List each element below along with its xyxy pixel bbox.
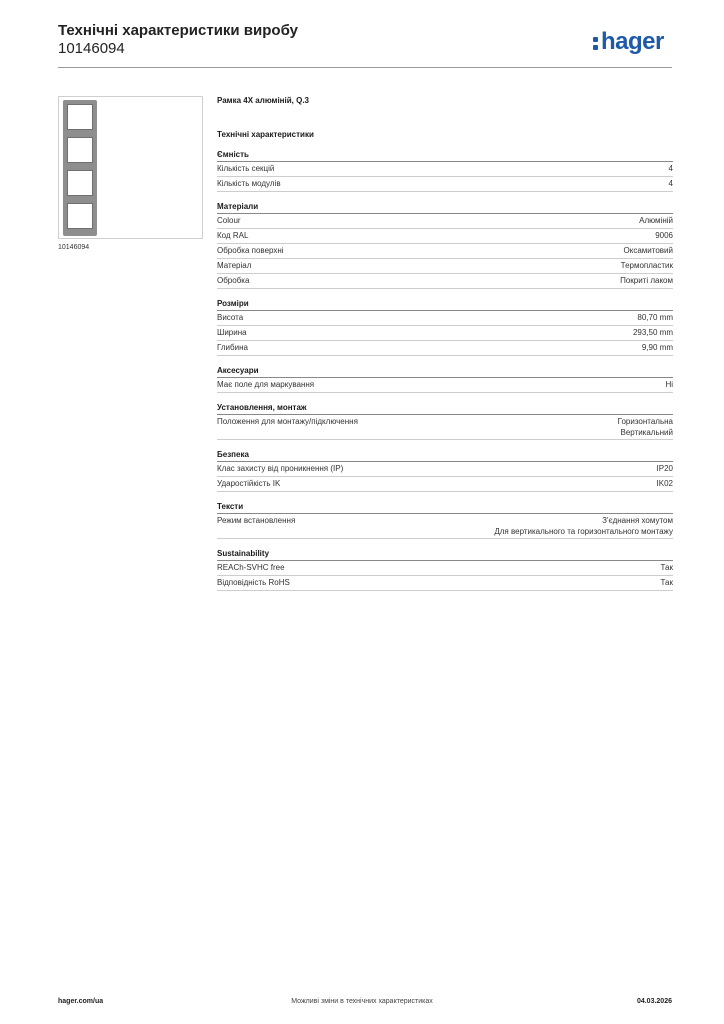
spec-value <box>624 245 673 257</box>
section-title: Установлення, монтаж <box>217 403 673 415</box>
spec-value-line: Алюміній <box>639 216 673 225</box>
spec-value-line: Ні <box>665 380 673 389</box>
spec-label: REACh-SVHC free <box>217 563 285 572</box>
product-name: Рамка 4X алюміній, Q.3 <box>217 96 309 105</box>
logo-dots-icon <box>593 36 598 50</box>
frame-opening <box>67 137 93 163</box>
spec-value-line: IK02 <box>656 479 673 488</box>
spec-value <box>494 515 673 537</box>
spec-row <box>217 177 673 192</box>
spec-value <box>665 379 673 391</box>
spec-row <box>217 214 673 229</box>
spec-label: Кількість секцій <box>217 164 275 173</box>
spec-value <box>661 577 673 589</box>
spec-value-line: Покриті лаком <box>620 276 673 285</box>
section-title: Sustainability <box>217 549 673 561</box>
spec-value <box>657 478 673 490</box>
spec-row <box>217 162 673 177</box>
spec-sections <box>217 150 673 591</box>
spec-section <box>217 502 673 539</box>
spec-value <box>669 178 673 190</box>
spec-section <box>217 403 673 440</box>
spec-value <box>642 342 673 354</box>
spec-value-line: З'єднання хомутом <box>602 516 673 525</box>
section-title: Розміри <box>217 299 673 311</box>
spec-value <box>655 230 673 242</box>
spec-value-line: Термопластик <box>620 261 673 270</box>
spec-row <box>217 259 673 274</box>
spec-value <box>661 562 673 574</box>
spec-label: Режим встановлення <box>217 516 296 525</box>
spec-label: Положення для монтажу/підключення <box>217 417 358 426</box>
logo-text: hager <box>601 28 664 55</box>
section-title: Тексти <box>217 502 673 514</box>
spec-label: Відповідність RoHS <box>217 578 290 587</box>
spec-content <box>217 96 673 601</box>
spec-row <box>217 561 673 576</box>
spec-heading: Технічні характеристики <box>217 130 314 139</box>
hager-logo <box>593 28 664 56</box>
spec-row <box>217 229 673 244</box>
spec-section <box>217 202 673 289</box>
spec-section <box>217 549 673 591</box>
spec-row <box>217 576 673 591</box>
footer-website[interactable]: hager.com/ua <box>58 998 104 1005</box>
spec-label: Обробка <box>217 276 250 285</box>
spec-value-line: 293,50 mm <box>632 328 673 337</box>
spec-label: Colour <box>217 216 241 225</box>
spec-value <box>639 215 673 227</box>
frame-opening <box>67 170 93 196</box>
spec-label: Код RAL <box>217 231 249 240</box>
spec-section <box>217 366 673 393</box>
spec-value-line: IP20 <box>656 464 673 473</box>
spec-value <box>633 327 673 339</box>
spec-label: Обробка поверхні <box>217 246 284 255</box>
spec-row <box>217 326 673 341</box>
section-title: Матеріали <box>217 202 673 214</box>
spec-value-line: 4 <box>668 179 673 188</box>
spec-value-line: 9006 <box>655 231 673 240</box>
spec-row <box>217 274 673 289</box>
spec-label: Висота <box>217 313 244 322</box>
spec-value-line: 4 <box>668 164 673 173</box>
spec-section <box>217 450 673 492</box>
spec-value <box>618 416 673 438</box>
spec-label: Ширина <box>217 328 247 337</box>
spec-label: Матеріал <box>217 261 252 270</box>
frame-opening <box>67 203 93 229</box>
spec-value-line: Оксамитовий <box>623 246 673 255</box>
spec-label: Кількість модулів <box>217 179 281 188</box>
spec-row <box>217 477 673 492</box>
spec-row <box>217 415 673 440</box>
spec-value-line: Горизонтальна <box>617 417 673 426</box>
footer-date: 04.03.2026 <box>636 998 672 1005</box>
spec-row <box>217 378 673 393</box>
spec-row <box>217 311 673 326</box>
frame-picture <box>63 100 97 236</box>
spec-label: Ударостійкість IK <box>217 479 281 488</box>
spec-row <box>217 514 673 539</box>
spec-row <box>217 462 673 477</box>
spec-value <box>637 312 673 324</box>
product-number: 10146094 <box>58 40 125 57</box>
spec-value-line: 80,70 mm <box>637 313 673 322</box>
spec-value-line: 9,90 mm <box>641 343 673 352</box>
spec-value-line: Вертикальний <box>620 428 673 437</box>
spec-label: Глибина <box>217 343 248 352</box>
product-image <box>58 96 203 239</box>
spec-section <box>217 299 673 356</box>
spec-value <box>621 260 673 272</box>
spec-value-line: Так <box>660 563 673 572</box>
spec-label: Має поле для маркування <box>217 380 315 389</box>
spec-section <box>217 150 673 192</box>
spec-value-line: Так <box>660 578 673 587</box>
page-title: Технічні характеристики виробу <box>58 22 298 39</box>
frame-opening <box>67 104 93 130</box>
section-title: Ємність <box>217 150 673 162</box>
section-title: Безпека <box>217 450 673 462</box>
spec-value <box>620 275 673 287</box>
footer-note: Можливі зміни в технічних характеристиках <box>291 998 433 1005</box>
spec-value <box>669 163 673 175</box>
header-divider <box>58 67 672 68</box>
spec-value-line: Для вертикального та горизонтального монтажу <box>494 527 673 536</box>
image-caption: 10146094 <box>58 244 90 251</box>
spec-row <box>217 244 673 259</box>
spec-label: Клас захисту від проникнення (IP) <box>217 464 344 473</box>
spec-row <box>217 341 673 356</box>
spec-value <box>657 463 673 475</box>
section-title: Аксесуари <box>217 366 673 378</box>
